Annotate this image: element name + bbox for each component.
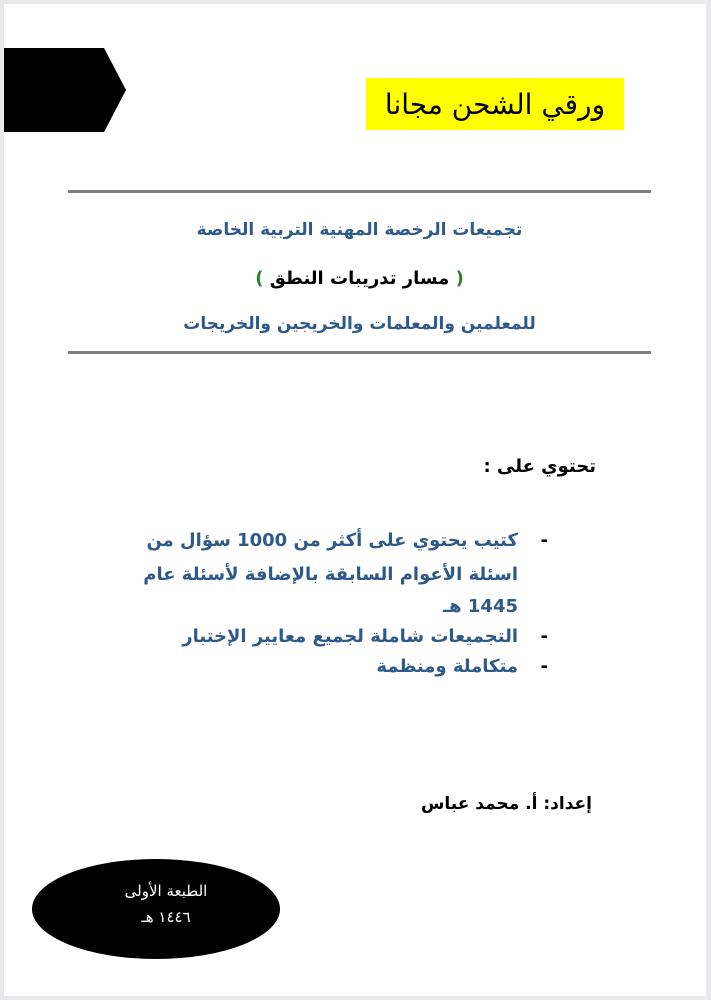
bullet-dash: -	[540, 656, 548, 677]
author-credit: إعداد: أ. محمد عباس	[420, 794, 592, 814]
track-name: مسار تدريبات النطق	[263, 268, 456, 289]
title-line-3: للمعلمين والمعلمات والخريجين والخريجات	[183, 314, 536, 334]
bullet-dash: -	[540, 530, 548, 551]
edition-year: ١٤٤٦ هـ	[141, 908, 191, 926]
free-shipping-banner: ورقي الشحن مجانا	[366, 78, 624, 130]
list-item-line: 1445 هـ	[442, 596, 518, 617]
list-item-line: كتيب يحتوي على أكثر من 1000 سؤال من	[146, 530, 518, 551]
document-page	[4, 4, 706, 996]
arrow-shape	[4, 48, 126, 132]
list-item-line: التجميعات شاملة لجميع معايير الإختبار	[182, 626, 518, 647]
contents-heading: تحتوي على :	[483, 456, 596, 477]
bullet-dash: -	[540, 626, 548, 647]
close-paren: )	[255, 268, 264, 289]
list-item-line: متكاملة ومنظمة	[376, 656, 518, 677]
title-line-1: تجميعات الرخصة المهنية التربية الخاصة	[196, 220, 523, 240]
list-item	[118, 622, 548, 652]
list-item	[118, 524, 548, 622]
list-item-line: اسئلة الأعوام السابقة بالإضافة لأسئلة عام	[143, 564, 518, 585]
list-item	[118, 652, 548, 682]
bottom-divider	[68, 351, 651, 354]
edition-name: الطبعة الأولى	[124, 882, 208, 900]
top-divider	[68, 190, 651, 193]
contents-list	[118, 524, 548, 682]
edition-label	[96, 878, 236, 930]
open-paren: (	[455, 268, 464, 289]
title-line-2	[4, 268, 711, 289]
